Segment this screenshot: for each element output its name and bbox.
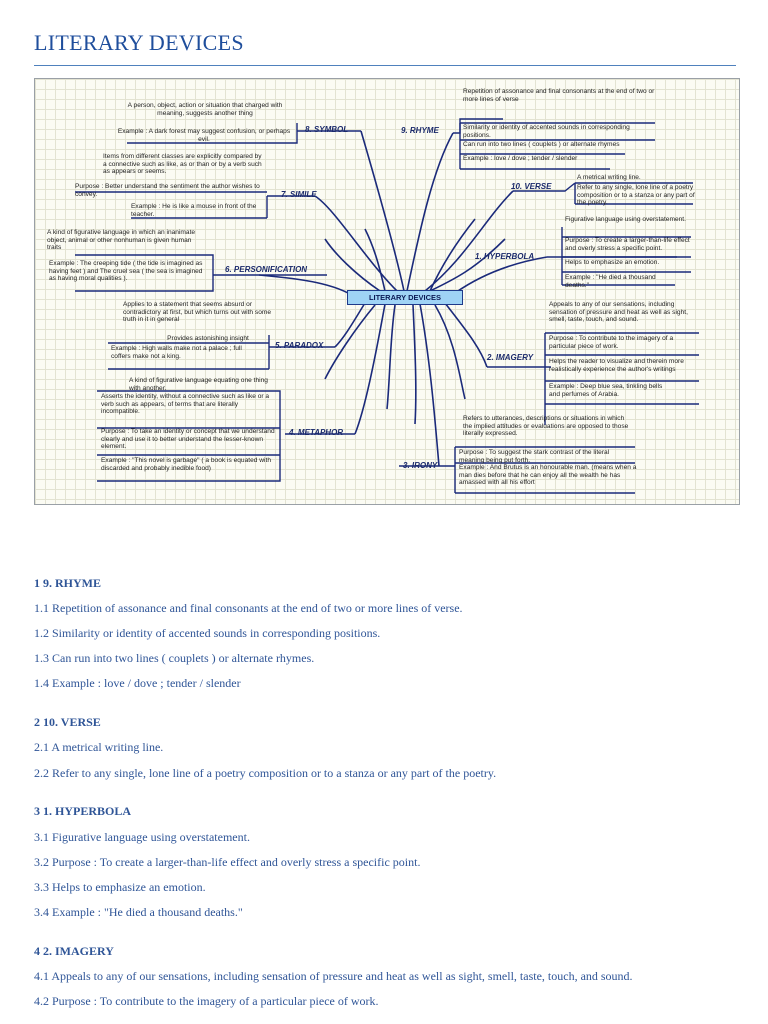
personification-note-1: A kind of figurative language in which an inanimate object, animal or other nonhuman is given human traits bbox=[47, 229, 196, 252]
symbol-label: 8. SYMBOL bbox=[305, 125, 349, 134]
simile-note-3: Example : He is like a mouse in front of the teacher. bbox=[131, 203, 257, 218]
metaphor-note-3: Purpose : To take an identity or concept that we understand clearly and use it to better understand the lesser-known element. bbox=[101, 428, 275, 451]
list-item: 1.1 Repetition of assonance and final consonants at the end of two or more lines of verse. bbox=[34, 601, 463, 615]
hyperbola-note-3: Helps to emphasize an emotion. bbox=[565, 259, 660, 266]
rhyme-note-3: Can run into two lines ( couplets ) or alternate rhymes bbox=[463, 141, 620, 148]
list-item: 4.1 Appeals to any of our sensations, including sensation of pressure and heat as well as sight, smell, taste, touch, and sound. bbox=[34, 969, 633, 983]
rhyme-note-2: Similarity or identity of accented sounds in corresponding positions. bbox=[463, 124, 630, 139]
spoke-imagery bbox=[445, 303, 487, 367]
section-heading: 4 2. IMAGERY bbox=[34, 944, 114, 958]
paradox-note-2: Provides astonishing insight bbox=[167, 335, 249, 342]
irony-note-3: Example : And Brutus is an honourable man. (means when a man dies before that he can enjoy all the wealth he has amassed with all his effort bbox=[459, 464, 637, 487]
hyperbola-label: 1. HYPERBOLA bbox=[475, 252, 535, 261]
verse-note-2: Refer to any single, lone line of a poetry composition or to a stanza or any part of the poetry. bbox=[577, 184, 695, 207]
spoke-paradox bbox=[335, 303, 365, 347]
list-item: 3.4 Example : "He died a thousand deaths." bbox=[34, 905, 243, 919]
imagery-note-1: Appeals to any of our sensations, including sensation of pressure and heat as well as sight, smell, taste, touch, and sound. bbox=[549, 301, 688, 324]
imagery-note-4: Example : Deep blue sea, tinkling bells and perfumes of Arabia. bbox=[549, 383, 663, 398]
rhyme-label: 9. RHYME bbox=[401, 126, 439, 135]
mind-map-figure bbox=[34, 78, 740, 505]
page-title: LITERARY DEVICES bbox=[34, 30, 244, 55]
spoke-personification bbox=[259, 275, 355, 297]
metaphor-note-4: Example : "This novel is garbage" ( a book is equated with discarded and probably inedible food) bbox=[101, 457, 271, 472]
metaphor-note-2: Asserts the identity, without a connective such as like or a verb such as appears, of terms that are literally incompatible. bbox=[101, 393, 270, 416]
personification-label: 6. PERSONIFICATION bbox=[225, 265, 308, 274]
list-item: 4.2 Purpose : To contribute to the imagery of a particular piece of work. bbox=[34, 994, 379, 1008]
verse-note-1: A metrical writing line. bbox=[577, 174, 641, 181]
paradox-note-3: Example : High walls make not a palace ; full coffers make not a king. bbox=[111, 345, 242, 360]
list-item: 2.2 Refer to any single, lone line of a poetry composition or to a stanza or any part of the poetry. bbox=[34, 766, 497, 780]
rhyme-note-4: Example : love / dove ; tender / slender bbox=[463, 155, 578, 162]
section-heading: 3 1. HYPERBOLA bbox=[34, 804, 132, 818]
list-item: 3.3 Helps to emphasize an emotion. bbox=[34, 880, 206, 894]
symbol-note-2: Example : A dark forest may suggest confusion, or perhaps evil. bbox=[117, 128, 291, 143]
spoke-rhyme bbox=[407, 133, 453, 291]
paradox-label: 5. PARADOX bbox=[275, 341, 324, 350]
spoke-irony bbox=[420, 304, 439, 466]
imagery-label: 2. IMAGERY bbox=[487, 353, 534, 362]
imagery-note-3: Helps the reader to visualize and therein more realistically experience the author's writings bbox=[549, 358, 684, 373]
imagery-note-2: Purpose : To contribute to the imagery of a particular piece of work. bbox=[549, 335, 674, 350]
list-item: 2.1 A metrical writing line. bbox=[34, 740, 164, 754]
symbol-note-1: A person, object, action or situation that charged with meaning, suggests another thing bbox=[127, 102, 283, 117]
spoke-hyperbola bbox=[455, 257, 547, 293]
title-rule bbox=[34, 65, 736, 66]
rhyme-note-1: Repetition of assonance and final consonants at the end of two or more lines of verse bbox=[463, 88, 655, 103]
irony-label: 3. IRONY bbox=[403, 461, 438, 470]
spoke-symbol bbox=[361, 131, 404, 291]
metaphor-label: 4. METAPHOR bbox=[289, 428, 344, 437]
section-heading: 2 10. VERSE bbox=[34, 715, 101, 729]
hyperbola-note-4: Example : "He died a thousand deaths." bbox=[565, 274, 656, 289]
simile-note-2: Purpose : Better understand the sentiment the author wishes to convey. bbox=[75, 183, 260, 198]
hyperbola-note-1: Figurative language using overstatement. bbox=[565, 216, 686, 223]
irony-note-1: Refers to utterances, descriptions or situations in which the implied attitudes or evaluations are opposed to those literally expressed. bbox=[463, 415, 629, 438]
mind-map-center: LITERARY DEVICES bbox=[347, 290, 463, 305]
list-item: 3.2 Purpose : To create a larger-than-life effect and overly stress a specific point. bbox=[34, 855, 421, 869]
list-item: 1.3 Can run into two lines ( couplets ) or alternate rhymes. bbox=[34, 651, 315, 665]
paradox-note-1: Applies to a statement that seems absurd or contradictory at first, but which turns out with some truth in it in general bbox=[123, 301, 272, 324]
section-heading: 1 9. RHYME bbox=[34, 576, 101, 590]
simile-note-1: Items from different classes are explicitly compared by a connective such as like, as or than or by a verb such as appears or seems. bbox=[103, 153, 262, 176]
hyperbola-note-2: Purpose : To create a larger-than-life effect and overly stress a specific point. bbox=[565, 237, 690, 252]
personification-note-2: Example : The creeping tide ( the tide is imagined as having feet ) and The cruel sea ( the sea is imagined as having moral qualities ). bbox=[49, 260, 203, 283]
simile-label: 7. SIMILE bbox=[281, 190, 317, 199]
list-item: 1.2 Similarity or identity of accented sounds in corresponding positions. bbox=[34, 626, 381, 640]
metaphor-note-1: A kind of figurative language equating one thing with another. bbox=[129, 377, 268, 392]
verse-label: 10. VERSE bbox=[511, 182, 552, 191]
list-item: 3.1 Figurative language using overstatement. bbox=[34, 830, 250, 844]
irony-note-2: Purpose : To suggest the stark contrast of the literal meaning being put forth. bbox=[459, 449, 610, 464]
list-item: 1.4 Example : love / dove ; tender / slender bbox=[34, 676, 241, 690]
